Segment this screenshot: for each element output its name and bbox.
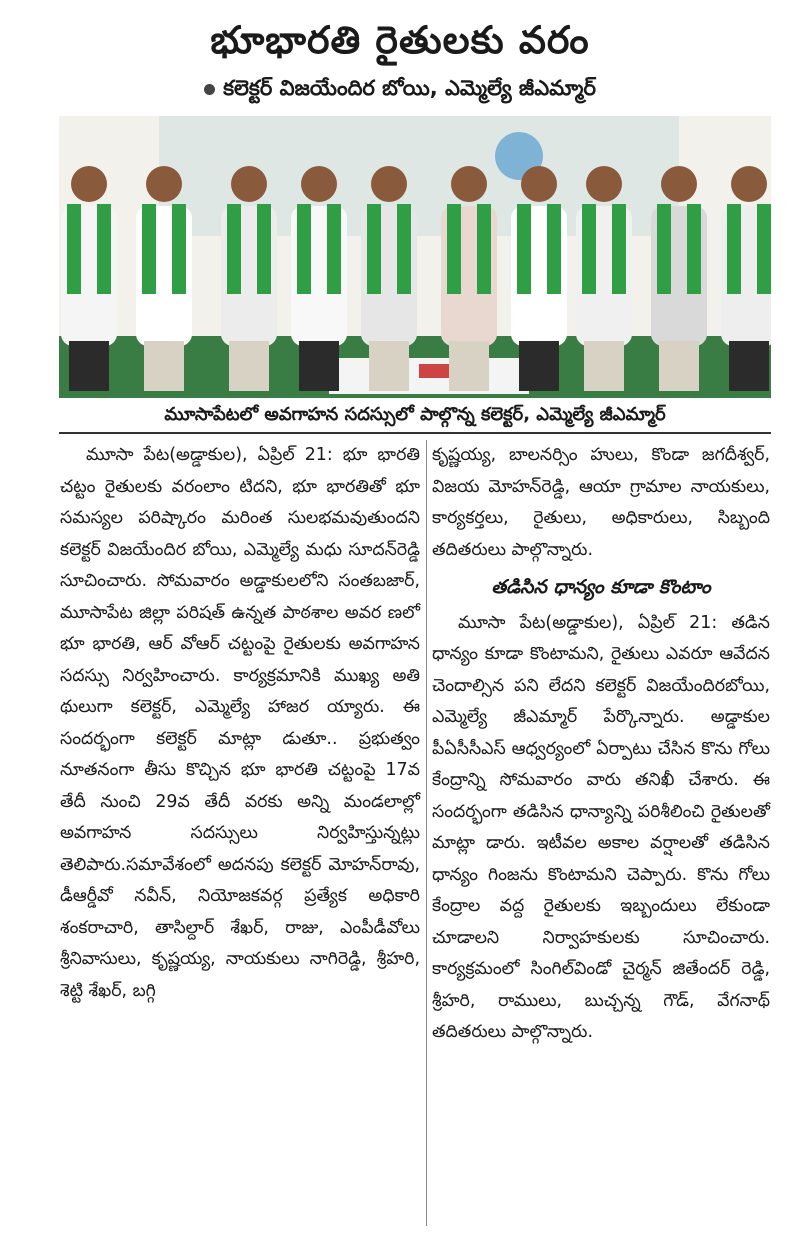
person-head [586,166,622,202]
person-legs [369,341,409,391]
bullet-icon [204,84,215,95]
person-head [661,166,697,202]
green-scarf [257,204,271,294]
person-head [371,166,407,202]
green-scarf [142,204,156,294]
story1-body: మూసా పేట(అడ్డాకుల), ఏప్రిల్ 21: భూ భారతి చట్టం రైతులకు వరంలాం టిదని, భూ భారతితో భూ సమస్యల పరిష్కారం మరింత సులభమవుతుందని కలెక్టర్ విజయేందిర బోయి, ఎమ్మెల్యే మధు సూదన్‌రెడ్డి సూచించారు. సోమవారం అడ్డాకులలోని సంతబజార్, మూసాపేట జిల్లా పరిషత్ ఉన్నత పాఠశాల అవర ణలో భూ భారతి, ఆర్ వోఆర్ చట్టంపై రైతులకు అవగాహన సదస్సు నిర్వహించారు. కార్యక్రమానికి ముఖ్య అతి థులుగా కలెక్టర్, ఎమ్మెల్యే హాజర య్యారు. ఈ సందర్భంగా కలెక్టర్ మాట్లా డుతూ.. ప్రభుత్వం నూతనంగా తీసు కొచ్చిన భూ భారతి చట్టంపై 17వ తేదీ నుంచి 29వ తేదీ వరకు అన్ని మండలాల్లో అవగాహన సదస్సులు నిర్వహిస్తున్నట్లు తెలిపారు.సమావేశంలో అదనపు కలెక్టర్ మోహన్‌రావు, డీఆర్డీవో నవీన్, నియోజకవర్గ ప్రత్యేక అధికారి శంకరాచారి, తాసిల్దార్ శేఖర్, రాజు, ఎంపీడీవోలు శ్రీనివాసులు, కృష్ణయ్య, నాయకులు నాగిరెడ్డి, శ్రీహరి, శెట్టి శేఖర్, బగ్గి [60,445,420,1001]
person-legs [299,341,339,391]
green-scarf [367,204,381,294]
person-legs [229,341,269,391]
article-column-left [60,440,420,1007]
person-head [731,166,767,202]
person-head [451,166,487,202]
person-legs [519,341,559,391]
subheadline [0,72,800,104]
story2-body: మూసా పేట(అడ్డాకుల), ఏప్రిల్ 21: తడిన ధాన్యం కూడా కొంటామని, రైతులు ఎవరూ ఆవేదన చెందాల్సిన పని లేదని కలెక్టర్ విజయేందిరబోయి, ఎమ్మెల్యే జీఎమ్మార్ పేర్కొన్నారు. అడ్డాకుల పీఏసీసీఎస్ ఆధ్వర్యంలో ఏర్పాటు చేసిన కొను గోలు కేంద్రాన్ని సోమవారం వారు తనిఖీ చేశారు. ఈ సందర్భంగా తడిసిన ధాన్యాన్ని పరిశీలించి రైతులతో మాట్లా డారు. ఇటీవల అకాల వర్షాలతో తడిసిన ధాన్యం గింజను కొంటామని చెప్పారు. కొను గోలు కేంద్రాల వద్ద రైతులకు ఇబ్బందులు లేకుండా చూడాలని నిర్వాహకులకు సూచించారు. కార్యక్రమంలో సింగిల్‌విండో చైర్మన్ జితేందర్ రెడ్డి, శ్రీహరి, రాములు, బుచ్చన్న గౌడ్, వేగనాథ్ తదితరులు పాల్గొన్నారు. [432,612,770,1042]
green-scarf [582,204,596,294]
person-head [301,166,337,202]
person-legs [659,341,699,391]
person-legs [729,341,769,391]
green-scarf [517,204,531,294]
person-legs [69,341,109,391]
green-scarf [67,204,81,294]
person-legs [449,341,489,391]
article-column-right [432,440,770,1049]
story2-subtitle: తడిసిన ధాన్యం కూడా కొంటాం [491,576,711,598]
green-scarf [172,204,186,294]
green-scarf [547,204,561,294]
green-scarf [447,204,461,294]
person-legs [584,341,624,391]
green-scarf [757,204,771,294]
green-scarf [97,204,111,294]
event-photo-illustration [59,116,771,398]
green-scarf [397,204,411,294]
person-legs [144,341,184,391]
subheadline-text: కలెక్టర్ విజయేందిర బోయి, ఎమ్మెల్యే జీఎమ్మార్ [223,76,596,100]
photo-caption: మూసాపేటలో అవగాహన సదస్సులో పాల్గొన్న కలెక్టర్, ఎమ్మెల్యే జీఎమ్మార్ [59,398,771,434]
headline: భూభారతి రైతులకు వరం [210,18,590,62]
story1-continuation: కృష్ణయ్య, బాలనర్సిం హులు, కొండా జగదీశ్వర్, విజయ మోహన్‌రెడ్డి, ఆయా గ్రామాల నాయకులు, కార్యకర్తలు, రైతులు, అధికారులు, సిబ్బంది తదితరులు పాల్గొన్నారు. [432,445,770,560]
green-scarf [327,204,341,294]
person-head [521,166,557,202]
green-scarf [227,204,241,294]
green-scarf [687,204,701,294]
person-head [231,166,267,202]
green-scarf [657,204,671,294]
person-head [71,166,107,202]
event-photo [59,116,771,398]
green-scarf [727,204,741,294]
person-head [146,166,182,202]
column-divider [426,440,427,1226]
green-scarf [612,204,626,294]
green-scarf [297,204,311,294]
green-scarf [477,204,491,294]
